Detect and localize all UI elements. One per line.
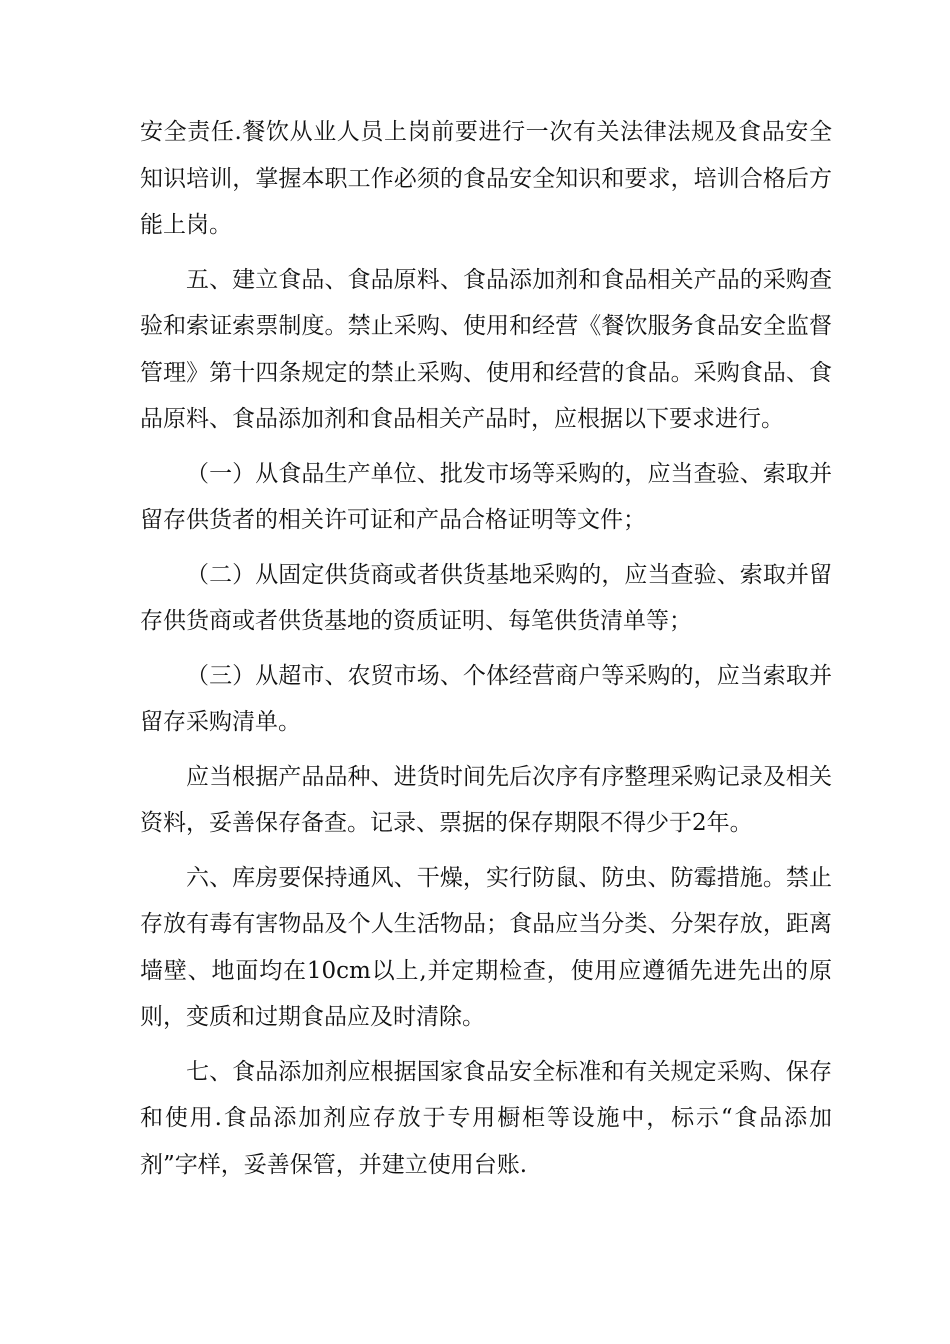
- paragraph-item-5-purchasing: 五、建立食品、食品原料、食品添加剂和食品相关产品的采购查验和索证索票制度。禁止采购、使用和经营《餐饮服务食品安全监督管理》第十四条规定的禁止采购、使用和经营的食品。采购食品、食品原料、食品添加剂和食品相关产品时，应根据以下要求进行。: [140, 266, 832, 432]
- paragraph-sub-item-2: （二）从固定供货商或者供货基地采购的，应当查验、索取并留存供货商或者供货基地的资质证明、每笔供货清单等；: [140, 561, 832, 634]
- paragraph-records-retention: 应当根据产品品种、进货时间先后次序有序整理采购记录及相关资料，妥善保存备查。记录、票据的保存期限不得少于2年。: [140, 763, 832, 836]
- paragraph-item-6-storage: 六、库房要保持通风、干燥，实行防鼠、防虫、防霉措施。禁止存放有毒有害物品及个人生活物品；食品应当分类、分架存放，距离墙壁、地面均在10cm以上,并定期检查，使用应遵循先进先出的原则，变质和过期食品应及时清除。: [140, 864, 832, 1030]
- paragraph-safety-responsibility: 安全责任.餐饮从业人员上岗前要进行一次有关法律法规及食品安全知识培训，掌握本职工作必须的食品安全知识和要求，培训合格后方能上岗。: [140, 119, 832, 238]
- paragraph-sub-item-1: （一）从食品生产单位、批发市场等采购的，应当查验、索取并留存供货者的相关许可证和产品合格证明等文件；: [140, 460, 832, 533]
- document-page: [140, 109, 832, 1188]
- paragraph-item-7-additives: 七、食品添加剂应根据国家食品安全标准和有关规定采购、保存和使用.食品添加剂应存放于专用橱柜等设施中，标示“食品添加剂”字样，妥善保管，并建立使用台账.: [140, 1058, 832, 1178]
- paragraph-sub-item-3: （三）从超市、农贸市场、个体经营商户等采购的，应当索取并留存采购清单。: [140, 662, 832, 735]
